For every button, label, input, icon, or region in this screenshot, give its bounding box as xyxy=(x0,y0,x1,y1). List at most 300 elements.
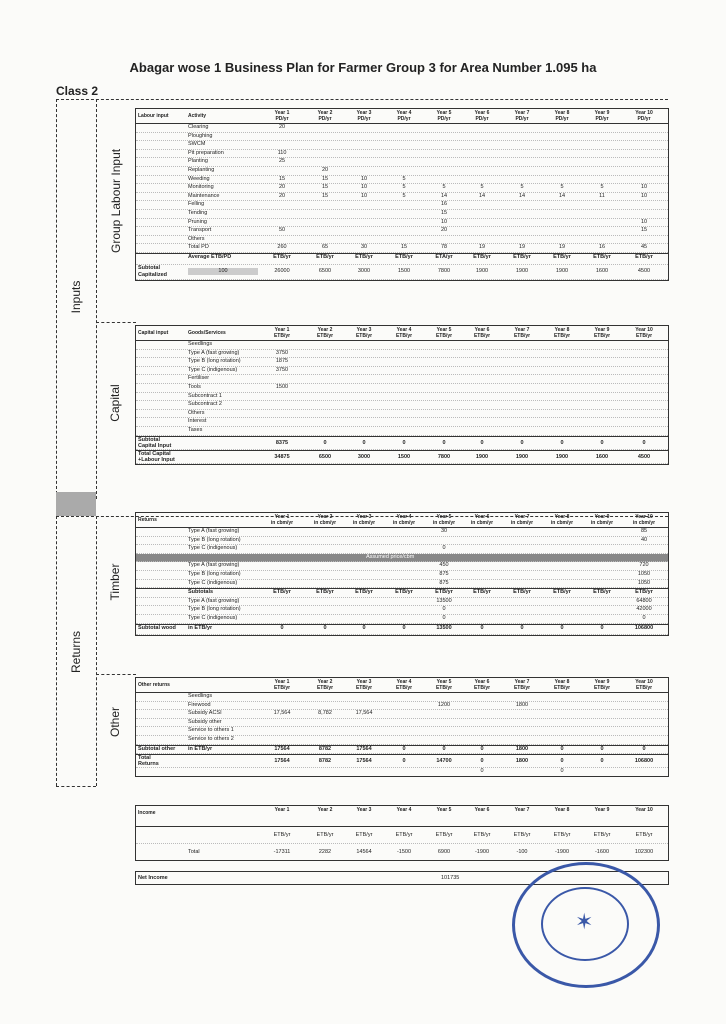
cell-value: 78 xyxy=(440,244,448,251)
table-header xyxy=(136,678,668,693)
subtotal-value: 8782 xyxy=(318,758,332,765)
row-label: Type A (fast growing) xyxy=(188,562,240,569)
row-label: Tending xyxy=(188,209,208,216)
row-label: Felling xyxy=(188,201,205,208)
year-label: Year 2 xyxy=(317,327,333,333)
table-row xyxy=(136,727,668,736)
year-header xyxy=(264,327,300,339)
row-label: Maintenance xyxy=(188,192,220,199)
net-income-label: Net Income xyxy=(138,875,168,881)
table-row xyxy=(136,158,668,167)
year-header xyxy=(584,679,620,691)
year-label: Year 7 xyxy=(514,327,530,333)
unit-label: ETB/yr xyxy=(355,685,373,691)
cell-value: 30 xyxy=(440,528,448,534)
row-label: Total PD xyxy=(188,244,209,251)
table-row xyxy=(136,227,668,236)
year-header xyxy=(426,110,462,122)
cell-value: 85 xyxy=(640,528,648,534)
year-header xyxy=(584,327,620,339)
row-label: Weeding xyxy=(188,175,210,182)
row-label: Service to others 2 xyxy=(188,735,234,742)
row-label: Others xyxy=(188,235,205,242)
year-header xyxy=(626,110,662,122)
table-row xyxy=(136,571,668,580)
unit-label: in cbm/yr xyxy=(632,520,656,526)
subtotal-value: 0 xyxy=(642,439,646,446)
row-label: Type A (fast growing) xyxy=(188,528,240,534)
year-header xyxy=(386,807,422,813)
subtotal-row xyxy=(136,754,668,768)
unit-label: PD/yr xyxy=(515,116,529,122)
year-label: Year 3 xyxy=(356,514,372,520)
row-label: Firewood xyxy=(188,701,211,708)
row-label: Type A (fast growing) xyxy=(188,597,240,604)
row-label: Subcontract 1 xyxy=(188,392,222,399)
year-label: Year 1 xyxy=(274,327,290,333)
year-label: Year 2 xyxy=(317,679,333,685)
table-header xyxy=(136,326,668,341)
cell-value: 20 xyxy=(321,166,329,173)
year-label: Year 2 xyxy=(317,514,333,520)
table-row xyxy=(136,167,668,176)
unit-label: ETB/yr xyxy=(473,253,491,260)
table-row xyxy=(136,710,668,719)
table-header xyxy=(136,806,668,827)
unit-label: ETB/yr xyxy=(395,832,413,838)
cell-value: 15 xyxy=(400,244,408,251)
unit-label: in cbm/yr xyxy=(352,520,376,526)
year-label: Year 3 xyxy=(356,110,372,116)
unit-label: ETB/yr xyxy=(513,685,531,691)
row-label: Interest xyxy=(188,418,207,425)
unit-label: PD/yr xyxy=(397,116,411,122)
capital-table xyxy=(135,325,669,465)
avg-row xyxy=(136,253,668,265)
unit-label: ETA/yr xyxy=(435,253,453,260)
year-label: Year 5 xyxy=(436,327,452,333)
subtotal-value: 34875 xyxy=(274,453,290,460)
subtotal-value: 8782 xyxy=(318,745,332,752)
unit-label: ETB/yr xyxy=(553,832,571,838)
cell-value: 14 xyxy=(440,192,448,199)
subtotal-other-row xyxy=(136,745,668,755)
unit-label: PD/yr xyxy=(318,116,332,122)
cell-value: 0 xyxy=(560,768,564,775)
unit-label: PD/yr xyxy=(437,116,451,122)
year-label: Year 3 xyxy=(356,807,372,813)
year-header xyxy=(544,514,580,526)
table-row xyxy=(136,176,668,185)
cell-value: 1800 xyxy=(515,701,529,708)
income-value: 2282 xyxy=(318,849,332,855)
subtotal-value: 0 xyxy=(480,439,484,446)
labour-label: Group Labour Input xyxy=(109,148,123,253)
unit-label: ETB/yr xyxy=(355,253,373,260)
table-row xyxy=(136,341,668,350)
year-label: Year 4 xyxy=(396,514,412,520)
unit-label: ETB/yr xyxy=(473,832,491,838)
unit-label: ETB/yr xyxy=(553,253,571,260)
table-row xyxy=(136,384,668,393)
cell-value: 15 xyxy=(321,175,329,182)
cell-value: 450 xyxy=(439,562,449,569)
cell-value: 3750 xyxy=(275,366,289,373)
cell-value: 720 xyxy=(639,562,649,569)
year-header xyxy=(584,110,620,122)
subtotal-value: 4500 xyxy=(637,453,651,460)
table-row xyxy=(136,693,668,702)
avg-value: 100 xyxy=(188,268,258,275)
unit-label: ETB/yr xyxy=(395,589,413,596)
subtotal-value: 0 xyxy=(480,758,484,765)
unit-label: ETB/yr xyxy=(593,589,611,596)
table-row xyxy=(136,367,668,376)
unit-label: ETB/yr xyxy=(553,589,571,596)
year-label: Year 6 xyxy=(474,514,490,520)
row-label: Replanting xyxy=(188,166,215,173)
unit-label: PD/yr xyxy=(555,116,569,122)
row-label: Type B (long rotation) xyxy=(188,536,241,543)
subtotal-value: 0 xyxy=(323,624,327,631)
year-header xyxy=(504,514,540,526)
year-header xyxy=(426,514,462,526)
year-header xyxy=(464,327,500,339)
year-label: Year 6 xyxy=(474,679,490,685)
table-row xyxy=(136,598,668,607)
cell-value: 8,782 xyxy=(318,710,332,717)
income-total-label: Total xyxy=(188,849,200,855)
other-label: Other xyxy=(108,707,122,738)
below-row xyxy=(136,768,668,776)
row-label: Subsidy other xyxy=(188,718,222,725)
year-label: Year 4 xyxy=(396,679,412,685)
row-label: Service to others 1 xyxy=(188,727,234,734)
subtotal-value: 17564 xyxy=(274,758,290,765)
table-row xyxy=(136,528,668,537)
income-value: -1900 xyxy=(554,849,570,855)
row-label: Seedlings xyxy=(188,693,213,699)
year-label: Year 3 xyxy=(356,327,372,333)
row-label: Planting xyxy=(188,158,208,165)
subtotal-value: 0 xyxy=(642,745,646,752)
unit-label: ETB/yr xyxy=(513,333,531,339)
subtotal-value: 106800 xyxy=(634,624,654,631)
cell-value: 45 xyxy=(640,244,648,251)
unit-label: ETB/yr xyxy=(435,832,453,838)
subtotal-value: 0 xyxy=(323,439,327,446)
subtotal-value: 0 xyxy=(402,745,406,752)
subtotal-value: 26000 xyxy=(274,267,290,274)
unit-label: ETB/yr xyxy=(435,685,453,691)
subtotal-label: Subtotal xyxy=(138,436,160,443)
subtotal-value: 0 xyxy=(442,745,446,752)
cell-value: 17,564 xyxy=(273,710,291,717)
subtotal-value: 1900 xyxy=(555,453,569,460)
unit-label: in cbm/yr xyxy=(313,520,337,526)
year-header xyxy=(544,807,580,813)
cell-value: 20 xyxy=(278,124,286,130)
table-row xyxy=(136,124,668,133)
labour-table xyxy=(135,108,669,281)
unit-label: in cbm/yr xyxy=(270,520,294,526)
year-label: Year 1 xyxy=(274,807,290,813)
income-unit-row xyxy=(136,827,668,844)
year-header xyxy=(264,679,300,691)
unit-label: ETB/yr xyxy=(316,832,334,838)
year-label: Year 8 xyxy=(554,514,570,520)
row-label: Pruning xyxy=(188,218,207,225)
subtotal-value: 0 xyxy=(560,745,564,752)
year-label: Year 5 xyxy=(436,514,452,520)
cell-value: 1050 xyxy=(637,579,651,586)
subtotal-value: 1900 xyxy=(555,267,569,274)
unit-label: ETB/yr xyxy=(395,333,413,339)
year-header xyxy=(386,110,422,122)
year-label: Year 4 xyxy=(396,807,412,813)
income-value: -1600 xyxy=(594,849,610,855)
subtotal-label: Subtotal xyxy=(138,264,160,271)
cell-value: 5 xyxy=(402,175,406,182)
header-label-2: Goods/Services xyxy=(188,330,226,336)
cell-value: 14 xyxy=(478,192,486,199)
subtotal-value: 1800 xyxy=(515,745,529,752)
subtotal-wood-label: Subtotal wood xyxy=(138,624,176,631)
year-label: Year 9 xyxy=(594,110,610,116)
income-value: -1500 xyxy=(396,849,412,855)
unit-label: ETB/yr xyxy=(316,685,334,691)
cell-value: 0 xyxy=(642,614,646,621)
subtotal-value: 0 xyxy=(402,758,406,765)
year-label: Year 9 xyxy=(594,327,610,333)
cell-value: 13500 xyxy=(436,597,452,604)
capitalized-label: Capitalized xyxy=(138,271,168,278)
year-header xyxy=(626,514,662,526)
cell-value: 25 xyxy=(278,158,286,165)
year-header xyxy=(264,807,300,813)
year-header xyxy=(307,514,343,526)
cell-value: 64800 xyxy=(636,597,652,604)
subtotal-label: Total Capital xyxy=(138,450,171,457)
subtotal-value: 1900 xyxy=(515,267,529,274)
table-row xyxy=(136,410,668,419)
subtotal-value: 7800 xyxy=(437,453,451,460)
header-label: Income xyxy=(138,810,156,816)
table-row xyxy=(136,236,668,245)
year-label: Year 10 xyxy=(635,679,653,685)
subtotal-value: 0 xyxy=(402,439,406,446)
capital-label: Capital xyxy=(108,384,122,422)
other-returns-table xyxy=(135,677,669,777)
table-row xyxy=(136,375,668,384)
row-label: Seedlings xyxy=(188,341,213,347)
year-header xyxy=(626,327,662,339)
year-header xyxy=(584,807,620,813)
year-label: Year 4 xyxy=(396,327,412,333)
avg-label: Average ETB/PD xyxy=(188,253,232,260)
cell-value: 10 xyxy=(360,192,368,199)
subtotal-wood-unit: in ETB/yr xyxy=(188,624,213,631)
year-header xyxy=(386,327,422,339)
year-label: Year 1 xyxy=(274,514,290,520)
cell-value: 1200 xyxy=(437,701,451,708)
cell-value: 17,564 xyxy=(355,710,373,717)
cell-value: 1500 xyxy=(275,383,289,390)
unit-label: in cbm/yr xyxy=(432,520,456,526)
income-value: 102300 xyxy=(634,849,654,855)
table-row xyxy=(136,580,668,589)
cell-value: 15 xyxy=(321,184,329,191)
cell-value: 14 xyxy=(558,192,566,199)
table-row xyxy=(136,545,668,554)
subtotal-other-label: Subtotal other xyxy=(138,745,176,752)
year-label: Year 2 xyxy=(317,807,333,813)
unit-label: PD/yr xyxy=(357,116,371,122)
year-label: Year 10 xyxy=(635,110,653,116)
row-label: Type C (indigenous) xyxy=(188,614,238,621)
year-label: Year 8 xyxy=(554,327,570,333)
table-row xyxy=(136,615,668,624)
cell-value: 10 xyxy=(640,218,648,225)
year-header xyxy=(307,327,343,339)
subtotal-value: 0 xyxy=(560,624,564,631)
unit-label: ETB/yr xyxy=(635,253,653,260)
year-label: Year 6 xyxy=(474,807,490,813)
cell-value: 0 xyxy=(442,614,446,621)
year-header xyxy=(426,679,462,691)
unit-label: ETB/yr xyxy=(435,589,453,596)
subtotal-wood-row xyxy=(136,624,668,635)
year-label: Year 5 xyxy=(436,807,452,813)
table-row xyxy=(136,427,668,436)
unit-label: in cbm/yr xyxy=(470,520,494,526)
row-label: Type B (long rotation) xyxy=(188,570,241,577)
unit-label: ETB/yr xyxy=(593,685,611,691)
table-row xyxy=(136,606,668,615)
table-row xyxy=(136,219,668,228)
row-label: Type B (long rotation) xyxy=(188,358,241,365)
year-header xyxy=(584,514,620,526)
subtotal-value: 1500 xyxy=(397,267,411,274)
subtotal-value: 1900 xyxy=(515,453,529,460)
table-row xyxy=(136,350,668,359)
table-row xyxy=(136,393,668,402)
unit-label: ETB/yr xyxy=(473,589,491,596)
subtotal-value: 0 xyxy=(520,439,524,446)
cell-value: 10 xyxy=(640,192,648,199)
year-label: Year 5 xyxy=(436,110,452,116)
subtotal-value: 3000 xyxy=(357,453,371,460)
row-label: Ploughing xyxy=(188,132,213,139)
cell-value: 5 xyxy=(402,192,406,199)
unit-label: ETB/yr xyxy=(635,333,653,339)
income-value: 6900 xyxy=(437,849,451,855)
year-label: Year 9 xyxy=(594,514,610,520)
subtotal-value: 17564 xyxy=(274,745,290,752)
cell-value: 0 xyxy=(480,768,484,775)
cell-value: 15 xyxy=(440,209,448,216)
subtotal-value: 6500 xyxy=(318,267,332,274)
unit-label: in cbm/yr xyxy=(510,520,534,526)
year-header xyxy=(504,807,540,813)
subtotal-value: 0 xyxy=(480,624,484,631)
unit-label: ETB/yr xyxy=(553,333,571,339)
header-label-2: Activity xyxy=(188,113,207,119)
row-label: Others xyxy=(188,409,205,416)
page-title: Abagar wose 1 Business Plan for Farmer Group 3 for Area Number 1.095 ha xyxy=(129,60,597,75)
year-label: Year 3 xyxy=(356,679,372,685)
income-value: 14564 xyxy=(356,849,372,855)
year-label: Year 9 xyxy=(594,807,610,813)
year-label: Year 6 xyxy=(474,110,490,116)
subtotal-label-2: +Labour Input xyxy=(138,456,175,463)
unit-label: in cbm/yr xyxy=(392,520,416,526)
subtotal-value: 1900 xyxy=(475,267,489,274)
subtotal-value: 1800 xyxy=(515,758,529,765)
subtotal-value: 8375 xyxy=(275,439,289,446)
table-row xyxy=(136,418,668,427)
unit-label: ETB/yr xyxy=(513,832,531,838)
subtotal-value: 3000 xyxy=(357,267,371,274)
unit-label: ETB/yr xyxy=(355,333,373,339)
table-row xyxy=(136,201,668,210)
subtotal-value: 0 xyxy=(600,624,604,631)
table-row xyxy=(136,184,668,193)
cell-value: 260 xyxy=(277,244,287,251)
price-label: Assumed price/cbm xyxy=(366,553,415,560)
cell-value: 65 xyxy=(321,244,329,251)
cell-value: 0 xyxy=(442,606,446,613)
cell-value: 42000 xyxy=(636,606,652,613)
year-header xyxy=(307,679,343,691)
year-label: Year 9 xyxy=(594,679,610,685)
unit-label: ETB/yr xyxy=(395,253,413,260)
table-row xyxy=(136,719,668,728)
year-header xyxy=(504,110,540,122)
year-label: Year 7 xyxy=(514,110,530,116)
table-row xyxy=(136,537,668,546)
table-header xyxy=(136,513,668,528)
table-row xyxy=(136,562,668,571)
unit-label: ETB/yr xyxy=(635,685,653,691)
cell-value: 5 xyxy=(402,184,406,191)
header-label: Labour input xyxy=(138,113,169,119)
subtotal-value: 0 xyxy=(600,745,604,752)
unit-label: ETB/yr xyxy=(593,832,611,838)
unit-label: ETB/yr xyxy=(593,253,611,260)
year-label: Year 8 xyxy=(554,679,570,685)
year-header xyxy=(504,327,540,339)
subtotal-value: 0 xyxy=(600,758,604,765)
unit-label: PD/yr xyxy=(595,116,609,122)
year-label: Year 10 xyxy=(635,514,653,520)
row-label: Taxes xyxy=(188,426,203,433)
timber-table xyxy=(135,512,669,636)
unit-label: ETB/yr xyxy=(316,253,334,260)
year-label: Year 5 xyxy=(436,679,452,685)
unit-label: ETB/yr xyxy=(513,589,531,596)
unit-label: ETB/yr xyxy=(316,589,334,596)
subtotal-value: 106800 xyxy=(634,758,654,765)
inputs-label: Inputs xyxy=(69,280,83,314)
cell-value: 19 xyxy=(518,244,526,251)
returns-label: Returns xyxy=(69,630,83,674)
unit-label: ETB/yr xyxy=(513,253,531,260)
cell-value: 50 xyxy=(278,227,286,234)
unit-label: ETB/yr xyxy=(355,832,373,838)
row-label: Type B (long rotation) xyxy=(188,606,241,613)
cell-value: 10 xyxy=(360,175,368,182)
